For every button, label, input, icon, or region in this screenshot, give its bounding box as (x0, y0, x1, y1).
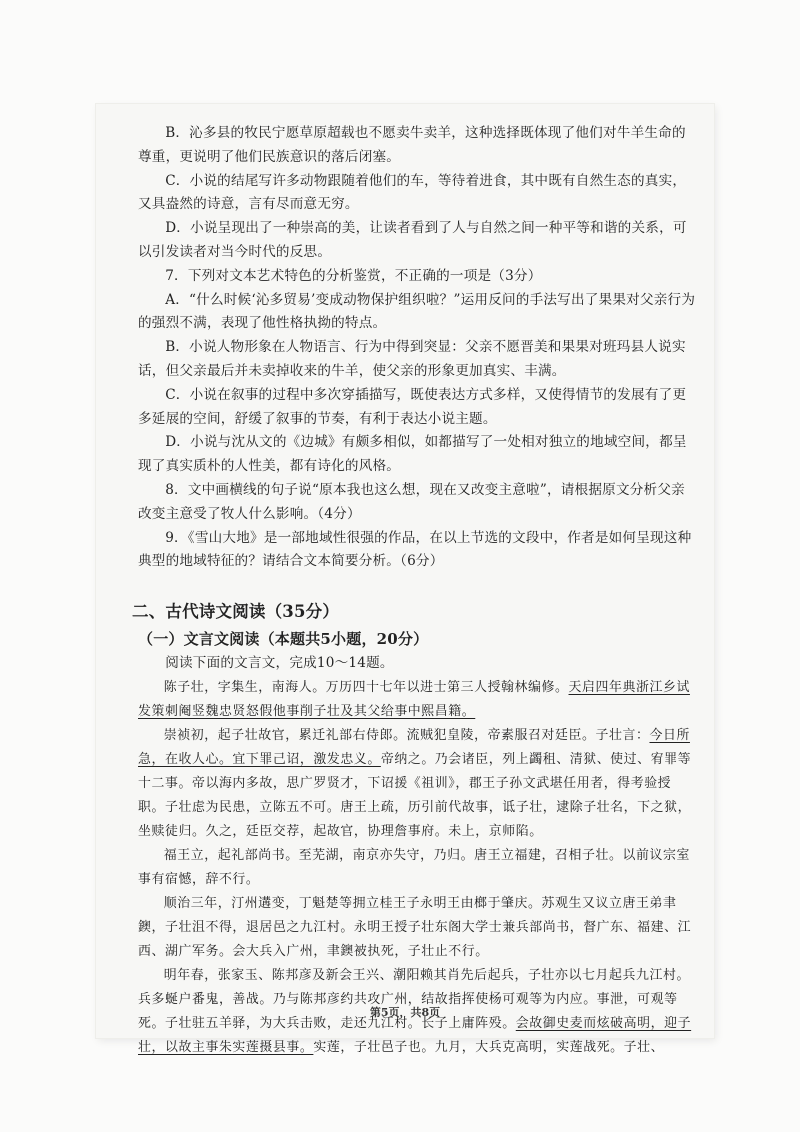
option-c-prev: C．小说的结尾写许多动物跟随着他们的车，等待着进食，其中既有自然生态的真实，又具盎然的诗意，言有尽而意无穷。 (138, 172, 687, 213)
question-7-option-c: C．小说在叙事的过程中多次穿插描写，既使表达方式多样，又使得情节的发展有了更多延展的空间，舒缓了叙事的节奏，有利于表达小说主题。 (138, 386, 687, 427)
classical-paragraph-5-part-a: 明年春，张家玉、陈邦彦及新会王兴、潮阳赖其肖先后起兵，子壮亦以七月起兵九江村。兵多蜒户番鬼，善战。乃与陈邦彦约共攻广州，结故指挥使杨可观等为内应。事泄，可观等死。子壮驻五羊驿，为大兵击败，走还九江村。长子上庸阵殁。 (138, 967, 690, 1031)
section-2-title: 二、古代诗文阅读（35分） (132, 602, 340, 622)
option-b-prev: B．沁多县的牧民宁愿草原超载也不愿卖牛卖羊，这种选择既体现了他们对牛羊生命的尊重，更说明了他们民族意识的落后闭塞。 (138, 125, 686, 165)
exam-page (96, 104, 714, 1055)
underlined-sentence-2: 今日所急，在收人心。宜下罪己诏，激发忠义。 (138, 727, 690, 767)
question-9: 9．《雪山大地》是一部地域性很强的作品，在以上节选的文段中，作者是如何呈现这种典型的地域特征的？请结合文本简要分析。（6分） (138, 529, 692, 570)
question-7-option-d: D．小说与沈从文的《边城》有颇多相似，如都描写了一处相对独立的地域空间，都呈现了真实质朴的人性美，都有诗化的风格。 (138, 434, 687, 475)
question-7-option-a: A．“什么时候‘沁多贸易’变成动物保护组织啦？”运用反问的手法写出了果果对父亲行为的强烈不满，表现了他性格执拗的特点。 (138, 291, 696, 332)
classical-paragraph-1 (138, 676, 698, 724)
classical-paragraph-1-part-a: 陈子壮，字集生，南海人。万历四十七年以进士第三人授翰林编修。 (163, 679, 569, 695)
underlined-sentence-1: 天启四年典浙江乡试发策刺阉竖魏忠贤怒假他事削子壮及其父给事中熙昌籍。 (138, 679, 690, 719)
option-d-prev: D．小说呈现出了一种崇高的美，让读者看到了人与自然之间一种平等和谐的关系，可以引发读者对当今时代的反思。 (138, 220, 687, 260)
classical-paragraph-2 (138, 724, 698, 844)
page-number: 第5页，共8页 (369, 1006, 441, 1019)
classical-paragraph-2-part-c: 帝纳之。乃会诸臣，列上蠲租、清狱、使过、宥罪等十二事。帝以海内多故，思广罗贤才，下诏援《祖训》，郡王子孙文武堪任用者，得考验授职。子壮虑为民患，立陈五不可。唐王上疏，历引前代故事，诋子壮，逮除子壮名，下之狱，坐赎徒归。久之，廷臣交荐，起故官，协理詹事府。未上，京师陷。 (138, 751, 692, 839)
question-7-title: 7．下列对文本艺术特色的分析鉴赏，不正确的一项是（3分） (165, 267, 542, 284)
classical-paragraph-5-part-c: 实莲，子壮邑子也。九月，大兵克高明，实莲战死。子壮、 (313, 1039, 665, 1055)
subsection-1-title: （一）文言文阅读（本题共5小题，20分） (138, 630, 429, 649)
classical-paragraph-3: 福王立，起礼部尚书。至芜湖，南京亦失守，乃归。唐王立福建，召相子壮。以前议宗室事有宿憾，辞不行。 (138, 847, 690, 887)
page-content (132, 122, 698, 1060)
reading-instruction: 阅读下面的文言文，完成10～14题。 (165, 655, 394, 672)
question-8: 8．文中画横线的句子说“原本我也这么想，现在又改变主意啦”，请根据原文分析父亲改变主意受了牧人什么影响。（4分） (138, 481, 685, 522)
classical-paragraph-4: 顺治三年，汀州遘变，丁魁楚等拥立桂王子永明王由榔于肇庆。苏观生又议立唐王弟聿鐭，子壮沮不得，退居邑之九江村。永明王授子壮东阁大学士兼兵部尚书，督广东、福建、江西、湖广军务。会大兵入广州，聿鐭被执死，子壮止不行。 (138, 895, 692, 959)
classical-paragraph-2-part-a: 崇祯初，起子壮故官，累迁礼部右侍郎。流贼犯皇陵，帝素服召对廷臣。子壮言： (163, 727, 650, 743)
question-7-option-b: B．小说人物形象在人物语言、行为中得到突显：父亲不愿晋美和果果对班玛县人说实话，但父亲最后并未卖掉收来的牛羊，使父亲的形象更加真实、丰满。 (138, 339, 686, 379)
underlined-sentence-3: 会故御史麦而炫破高明，迎子壮，以故主事朱实莲摄县事。 (138, 1015, 692, 1055)
